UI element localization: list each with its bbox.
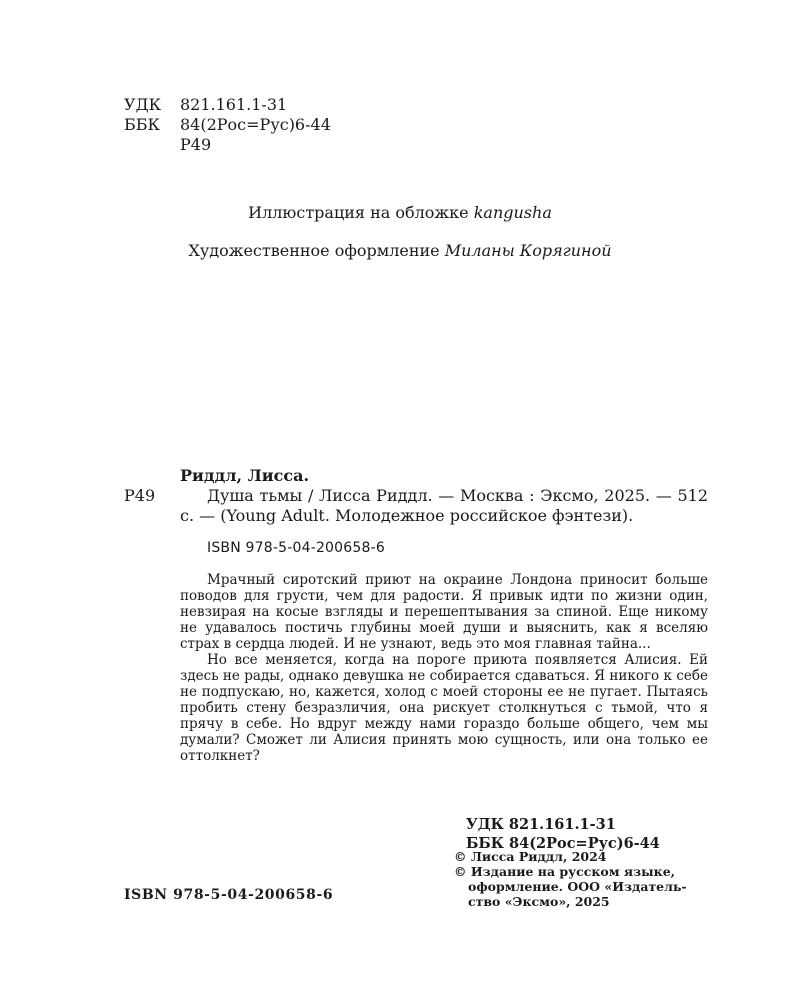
catalog-card-isbn: ISBN 978-5-04-200658-6: [207, 540, 385, 556]
copyright-block: [454, 849, 714, 909]
bbk-row: [124, 115, 331, 135]
annotation-paragraph-1: Мрачный сиротский приют на окраине Лондона приносит больше поводов для грусти, чем для радости. Я привык идти по жизни один, невзирая на косые взгляды и перешептывания за спиной. Еще никому не удавалось постичь глубины моей души и выяснить, как я вселяю страх в сердца людей. И не узнают, ведь это моя главная тайна...: [180, 572, 708, 652]
copyright-edition-cont-2: ство «Эксмо», 2025: [468, 894, 610, 909]
copyright-author: © Лисса Риддл, 2024: [454, 849, 607, 864]
design-prefix: Художественное оформление: [188, 241, 440, 260]
copyright-edition-cont-1: оформление. ООО «Издатель-: [468, 879, 687, 894]
bbk-value: 84(2Рос=Рус)6-44: [180, 115, 331, 134]
author-mark-row: [124, 135, 331, 155]
author-mark: Р49: [180, 135, 212, 154]
bbk-bottom: ББК 84(2Рос=Рус)6-44: [466, 835, 660, 852]
bbk-label: ББК: [124, 115, 160, 134]
udk-bottom: УДК 821.161.1-31: [466, 816, 616, 833]
catalog-card-author: Риддл, Лисса.: [180, 466, 310, 485]
illustration-credit: [0, 203, 800, 222]
catalog-card: [180, 466, 708, 764]
annotation-paragraph-2: Но все меняется, когда на пороге приюта появляется Алисия. Ей здесь не рады, однако девушка не собирается сдаваться. Я никого к себе не подпускаю, но, кажется, холод с моей стороны ее не пугает. Пытаясь пробить стену безразличия, она рискует столкнуться с тьмой, что я прячу в себе. Но вдруг между нами гораздо больше общего, чем мы думали? Сможет ли Алисия принять мою сущность, или она только ее оттолкнет?: [180, 652, 708, 764]
udk-row: [124, 95, 331, 115]
copyright-edition: © Издание на русском языке,: [454, 864, 676, 879]
illustration-prefix: Иллюстрация на обложке: [248, 203, 469, 222]
catalog-card-description: Душа тьмы / Лисса Риддл. — Москва : Эксмо, 2025. — 512 с. — (Young Adult. Молодежное российское фэнтези).: [180, 486, 708, 525]
catalog-card-code: Р49: [124, 486, 156, 505]
udk-value: 821.161.1-31: [180, 95, 288, 114]
design-credit: [0, 241, 800, 260]
isbn-bottom: ISBN 978-5-04-200658-6: [124, 887, 334, 903]
annotation: [180, 572, 708, 764]
udk-label: УДК: [124, 95, 161, 114]
design-artist: Миланы Корягиной: [444, 241, 612, 260]
classification-top: [124, 95, 331, 155]
classification-bottom: [466, 815, 660, 853]
illustration-artist: kangusha: [473, 203, 552, 222]
